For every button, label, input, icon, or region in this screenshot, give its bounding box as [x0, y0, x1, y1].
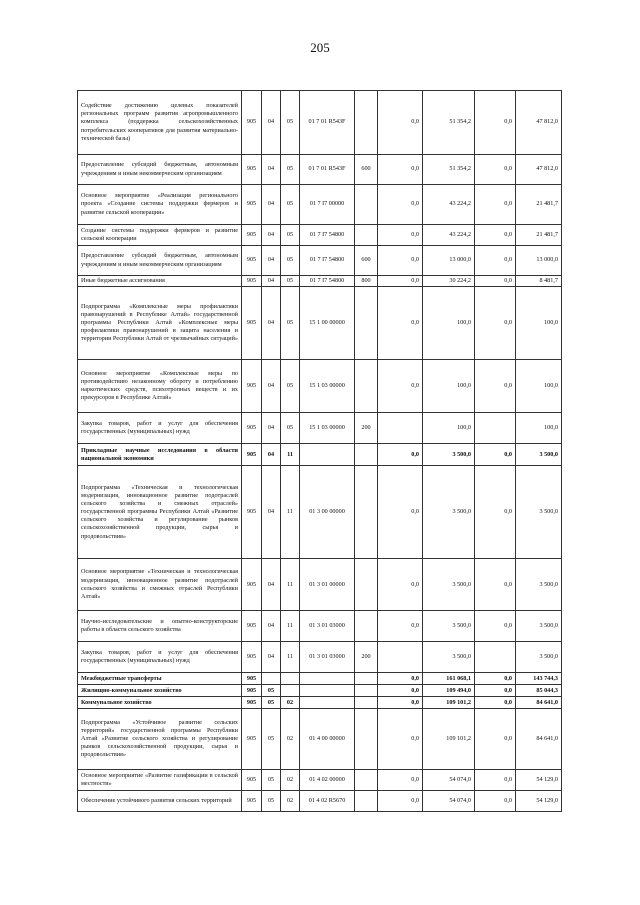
budget-table	[77, 90, 562, 812]
row-section-code: 04	[262, 360, 281, 413]
row-value-4: 21 481,7	[516, 225, 562, 246]
row-value-3	[475, 413, 516, 444]
row-admin-code: 905	[242, 276, 262, 287]
row-value-2: 100,0	[423, 413, 475, 444]
row-expense-type	[355, 685, 378, 697]
row-value-4: 3 500,0	[516, 642, 562, 673]
row-section-code	[262, 673, 281, 685]
row-value-1: 0,0	[378, 559, 423, 611]
table-row	[78, 155, 562, 185]
row-value-1: 0,0	[378, 91, 423, 155]
row-admin-code: 905	[242, 155, 262, 185]
row-value-3: 0,0	[475, 155, 516, 185]
row-name: Подпрограмма «Комплексные меры профилактики правонарушений в Республике Алтай» государственной программы Республики Алтай «Комплексные меры профилактики правонарушений и защита населения и территории Республики Алтай от чрезвычайных ситуаций»	[78, 287, 242, 360]
row-value-1: 0,0	[378, 611, 423, 642]
row-target-article: 01 7 I7 54800	[300, 246, 355, 276]
row-subsection-code: 05	[281, 246, 300, 276]
row-expense-type	[355, 287, 378, 360]
row-section-code: 04	[262, 287, 281, 360]
row-admin-code: 905	[242, 770, 262, 791]
row-value-4: 84 641,0	[516, 709, 562, 770]
table-body	[78, 91, 562, 812]
row-value-3: 0,0	[475, 673, 516, 685]
table-row	[78, 413, 562, 444]
row-subsection-code: 11	[281, 444, 300, 466]
row-value-2: 3 500,0	[423, 466, 475, 559]
row-value-2: 43 224,2	[423, 185, 475, 225]
row-value-2: 51 354,2	[423, 91, 475, 155]
row-value-2: 109 494,0	[423, 685, 475, 697]
row-value-4: 47 812,0	[516, 91, 562, 155]
table-row	[78, 642, 562, 673]
row-admin-code: 905	[242, 225, 262, 246]
row-value-4: 85 044,3	[516, 685, 562, 697]
row-value-4: 8 481,7	[516, 276, 562, 287]
row-name: Основное мероприятие «Техническая и технологическая модернизация, инновационное развитие подотраслей сельского хозяйства и смежных отраслей Республики Алтай»	[78, 559, 242, 611]
row-expense-type: 200	[355, 413, 378, 444]
row-value-1: 0,0	[378, 185, 423, 225]
table-row	[78, 466, 562, 559]
row-value-3: 0,0	[475, 246, 516, 276]
row-subsection-code: 05	[281, 225, 300, 246]
row-value-4: 3 500,0	[516, 444, 562, 466]
row-target-article: 15 1 03 00000	[300, 413, 355, 444]
row-name: Предоставление субсидий бюджетным, автономным учреждениям и иным некоммерческим организациям	[78, 246, 242, 276]
row-expense-type	[355, 697, 378, 709]
row-admin-code: 905	[242, 185, 262, 225]
row-value-1: 0,0	[378, 276, 423, 287]
row-expense-type	[355, 185, 378, 225]
table-row	[78, 444, 562, 466]
row-target-article: 01 3 00 00000	[300, 466, 355, 559]
row-expense-type	[355, 225, 378, 246]
row-value-4: 13 000,0	[516, 246, 562, 276]
row-value-4: 54 129,0	[516, 770, 562, 791]
row-subsection-code: 02	[281, 770, 300, 791]
row-target-article: 01 4 02 00000	[300, 770, 355, 791]
row-target-article: 15 1 00 00000	[300, 287, 355, 360]
row-target-article	[300, 673, 355, 685]
row-target-article: 01 7 I7 54800	[300, 225, 355, 246]
row-section-code: 04	[262, 413, 281, 444]
row-section-code: 05	[262, 791, 281, 812]
row-value-1: 0,0	[378, 673, 423, 685]
row-section-code: 04	[262, 466, 281, 559]
row-admin-code: 905	[242, 444, 262, 466]
row-admin-code: 905	[242, 413, 262, 444]
row-subsection-code: 05	[281, 287, 300, 360]
row-value-3: 0,0	[475, 185, 516, 225]
row-value-4: 143 744,3	[516, 673, 562, 685]
row-value-4: 100,0	[516, 413, 562, 444]
row-name: Научно-исследовательские и опытно-конструкторские работы в области сельского хозяйства	[78, 611, 242, 642]
row-value-1: 0,0	[378, 287, 423, 360]
row-admin-code: 905	[242, 673, 262, 685]
row-expense-type: 600	[355, 246, 378, 276]
row-expense-type	[355, 466, 378, 559]
row-subsection-code: 02	[281, 697, 300, 709]
table-row	[78, 276, 562, 287]
row-name: Коммунальное хозяйство	[78, 697, 242, 709]
row-value-4: 3 500,0	[516, 611, 562, 642]
table-row	[78, 611, 562, 642]
row-value-2: 100,0	[423, 360, 475, 413]
row-value-3: 0,0	[475, 360, 516, 413]
row-value-3: 0,0	[475, 791, 516, 812]
row-subsection-code: 02	[281, 791, 300, 812]
row-expense-type	[355, 611, 378, 642]
row-section-code: 05	[262, 685, 281, 697]
row-value-2: 3 500,0	[423, 559, 475, 611]
row-expense-type	[355, 91, 378, 155]
row-section-code: 05	[262, 709, 281, 770]
row-admin-code: 905	[242, 287, 262, 360]
row-section-code: 04	[262, 559, 281, 611]
row-value-1: 0,0	[378, 360, 423, 413]
row-value-1: 0,0	[378, 709, 423, 770]
row-section-code: 04	[262, 642, 281, 673]
row-value-3: 0,0	[475, 225, 516, 246]
row-section-code: 05	[262, 770, 281, 791]
row-admin-code: 905	[242, 685, 262, 697]
row-target-article	[300, 697, 355, 709]
row-target-article: 01 3 01 03000	[300, 642, 355, 673]
row-subsection-code: 11	[281, 466, 300, 559]
row-value-4: 3 500,0	[516, 466, 562, 559]
row-expense-type	[355, 673, 378, 685]
row-subsection-code: 05	[281, 91, 300, 155]
row-value-1	[378, 642, 423, 673]
row-target-article: 01 7 I7 54800	[300, 276, 355, 287]
row-admin-code: 905	[242, 611, 262, 642]
row-admin-code: 905	[242, 91, 262, 155]
row-admin-code: 905	[242, 559, 262, 611]
row-expense-type	[355, 559, 378, 611]
row-admin-code: 905	[242, 642, 262, 673]
row-value-3: 0,0	[475, 611, 516, 642]
row-name: Закупка товаров, работ и услуг для обеспечения государственных (муниципальных) нужд	[78, 642, 242, 673]
row-name: Закупка товаров, работ и услуг для обеспечения государственных (муниципальных) нужд	[78, 413, 242, 444]
row-value-4: 3 500,0	[516, 559, 562, 611]
row-name: Основное мероприятие «Комплексные меры по противодействию незаконному обороту и потреблению наркотических средств, психотропных веществ и их прекурсоров в Республике Алтай»	[78, 360, 242, 413]
row-target-article: 01 7 01 R543F	[300, 155, 355, 185]
table-row	[78, 185, 562, 225]
row-value-3: 0,0	[475, 685, 516, 697]
table-row	[78, 246, 562, 276]
row-section-code: 04	[262, 185, 281, 225]
row-target-article: 01 3 01 03000	[300, 611, 355, 642]
row-value-2: 109 101,2	[423, 709, 475, 770]
row-subsection-code: 05	[281, 276, 300, 287]
row-section-code: 04	[262, 246, 281, 276]
row-value-4: 100,0	[516, 287, 562, 360]
row-admin-code: 905	[242, 709, 262, 770]
row-subsection-code: 02	[281, 709, 300, 770]
row-value-2: 54 074,0	[423, 791, 475, 812]
row-value-3: 0,0	[475, 770, 516, 791]
row-value-2: 43 224,2	[423, 225, 475, 246]
row-value-1: 0,0	[378, 685, 423, 697]
row-value-1	[378, 413, 423, 444]
row-section-code: 05	[262, 697, 281, 709]
table-row	[78, 287, 562, 360]
row-value-3: 0,0	[475, 276, 516, 287]
row-expense-type	[355, 791, 378, 812]
row-subsection-code: 05	[281, 185, 300, 225]
row-target-article: 01 4 00 00000	[300, 709, 355, 770]
row-value-3: 0,0	[475, 91, 516, 155]
row-target-article: 15 1 03 00000	[300, 360, 355, 413]
row-value-3: 0,0	[475, 287, 516, 360]
row-section-code: 04	[262, 91, 281, 155]
table-row	[78, 685, 562, 697]
table-row	[78, 360, 562, 413]
row-subsection-code: 05	[281, 360, 300, 413]
row-value-3: 0,0	[475, 697, 516, 709]
row-admin-code: 905	[242, 791, 262, 812]
row-value-4: 21 481,7	[516, 185, 562, 225]
row-value-1: 0,0	[378, 791, 423, 812]
row-target-article: 01 3 01 00000	[300, 559, 355, 611]
row-value-3	[475, 642, 516, 673]
row-name: Подпрограмма «Устойчивое развитие сельских территорий» государственной программы Республики Алтай «Развитие сельского хозяйства и регулирование рынков сельскохозяйственной продукции, сырья и продовольствия»	[78, 709, 242, 770]
row-name: Иные бюджетные ассигнования	[78, 276, 242, 287]
row-expense-type: 200	[355, 642, 378, 673]
row-name: Межбюджетные трансферты	[78, 673, 242, 685]
row-section-code: 04	[262, 444, 281, 466]
row-section-code: 04	[262, 225, 281, 246]
row-name: Обеспечение устойчивого развития сельских территорий	[78, 791, 242, 812]
row-value-1: 0,0	[378, 155, 423, 185]
table-row	[78, 225, 562, 246]
row-name: Основное мероприятие «Развитие газификации в сельской местности»	[78, 770, 242, 791]
row-target-article: 01 7 I7 00000	[300, 185, 355, 225]
row-target-article	[300, 444, 355, 466]
row-subsection-code: 05	[281, 155, 300, 185]
table-row	[78, 673, 562, 685]
row-value-2: 161 068,1	[423, 673, 475, 685]
row-expense-type	[355, 770, 378, 791]
row-value-1: 0,0	[378, 246, 423, 276]
row-value-2: 54 074,0	[423, 770, 475, 791]
row-value-4: 100,0	[516, 360, 562, 413]
row-value-1: 0,0	[378, 225, 423, 246]
row-value-2: 51 354,2	[423, 155, 475, 185]
row-expense-type: 800	[355, 276, 378, 287]
page-number: 205	[310, 40, 330, 55]
row-value-2: 3 500,0	[423, 444, 475, 466]
row-admin-code: 905	[242, 360, 262, 413]
row-name: Основное мероприятие «Реализация регионального проекта «Создание системы поддержки фермеров и развитие сельской кооперации»	[78, 185, 242, 225]
row-expense-type	[355, 444, 378, 466]
row-expense-type	[355, 360, 378, 413]
row-expense-type: 600	[355, 155, 378, 185]
row-admin-code: 905	[242, 466, 262, 559]
row-value-2: 3 500,0	[423, 611, 475, 642]
row-admin-code: 905	[242, 246, 262, 276]
table-row	[78, 559, 562, 611]
row-name: Жилищно-коммунальное хозяйство	[78, 685, 242, 697]
row-section-code: 04	[262, 611, 281, 642]
row-value-1: 0,0	[378, 770, 423, 791]
row-section-code: 04	[262, 276, 281, 287]
row-section-code: 04	[262, 155, 281, 185]
row-subsection-code	[281, 685, 300, 697]
row-subsection-code: 11	[281, 559, 300, 611]
row-name: Подпрограмма «Техническая и технологическая модернизация, инновационное развитие подотраслей сельского хозяйства и смежных отраслей» государственной программы Республики Алтай «Развитие сельского хозяйства и регулирование рынков сельскохозяйственной продукции, сырья и продовольствия»	[78, 466, 242, 559]
row-target-article: 01 7 01 R543F	[300, 91, 355, 155]
row-name: Содействие достижению целевых показателей региональных программ развития агропромышленного комплекса (поддержка сельскохозяйственных потребительских кооперативов для развития материально-технической базы)	[78, 91, 242, 155]
row-target-article	[300, 685, 355, 697]
row-value-3: 0,0	[475, 444, 516, 466]
row-value-3: 0,0	[475, 559, 516, 611]
row-target-article: 01 4 02 R5670	[300, 791, 355, 812]
row-value-4: 47 812,0	[516, 155, 562, 185]
row-value-1: 0,0	[378, 697, 423, 709]
row-value-1: 0,0	[378, 444, 423, 466]
row-name: Создание системы поддержки фермеров и развитие сельской кооперации	[78, 225, 242, 246]
table-row	[78, 709, 562, 770]
row-value-3: 0,0	[475, 709, 516, 770]
row-value-2: 100,0	[423, 287, 475, 360]
row-value-4: 84 641,0	[516, 697, 562, 709]
row-admin-code: 905	[242, 697, 262, 709]
row-subsection-code	[281, 673, 300, 685]
table-row	[78, 697, 562, 709]
row-value-2: 30 224,2	[423, 276, 475, 287]
row-value-3: 0,0	[475, 466, 516, 559]
row-subsection-code: 11	[281, 611, 300, 642]
table-row	[78, 91, 562, 155]
row-expense-type	[355, 709, 378, 770]
row-value-2: 3 500,0	[423, 642, 475, 673]
row-value-1: 0,0	[378, 466, 423, 559]
row-value-4: 54 129,0	[516, 791, 562, 812]
table-row	[78, 791, 562, 812]
row-subsection-code: 05	[281, 413, 300, 444]
row-name: Прикладные научные исследования в области национальной экономики	[78, 444, 242, 466]
table-row	[78, 770, 562, 791]
row-value-2: 13 000,0	[423, 246, 475, 276]
row-value-2: 109 101,2	[423, 697, 475, 709]
row-name: Предоставление субсидий бюджетным, автономным учреждениям и иным некоммерческим организациям	[78, 155, 242, 185]
row-subsection-code: 11	[281, 642, 300, 673]
